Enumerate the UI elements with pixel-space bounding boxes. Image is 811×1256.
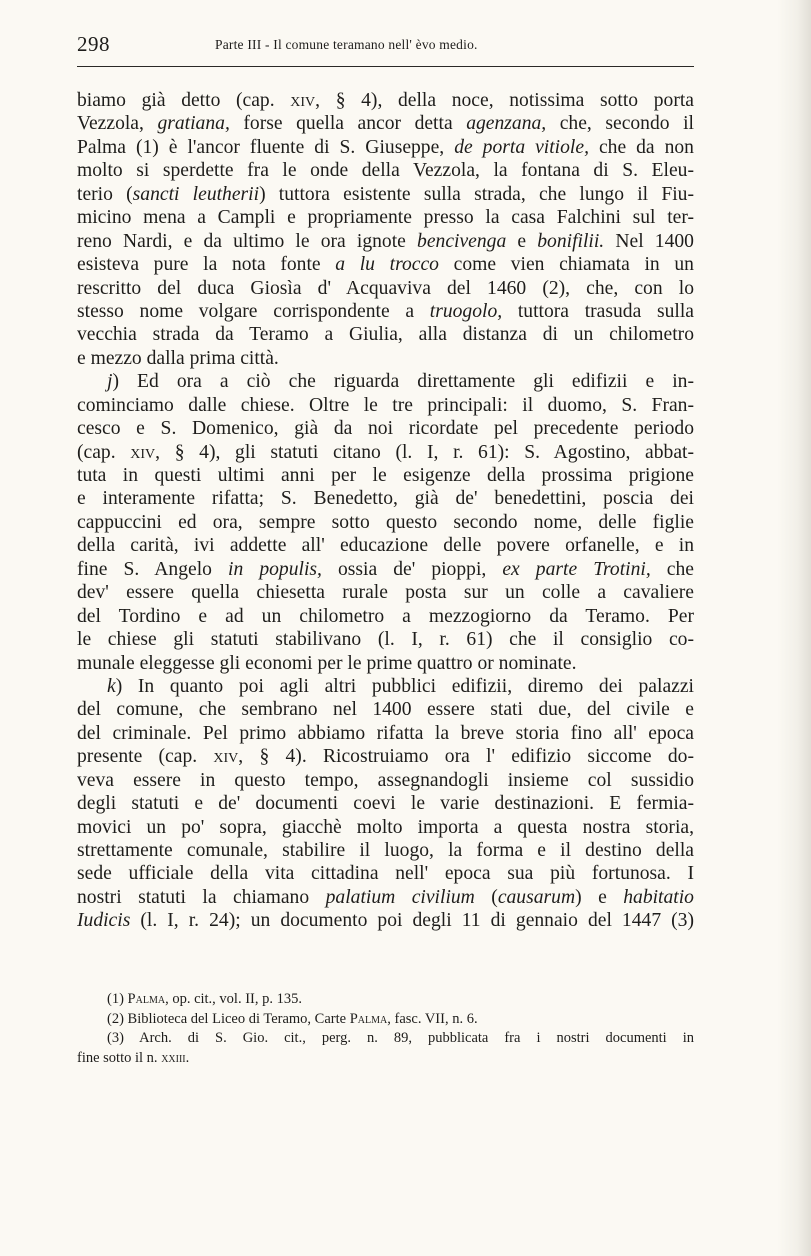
text-line (77, 487, 694, 510)
text-run: Nel 1400 (604, 230, 694, 252)
text-run: cesco e S. Domenico, già da noi ricordate pel precedente periodo (77, 418, 694, 440)
text-run: del criminale. Pel primo abbiamo rifatta la breve storia fino all' epoca (77, 722, 694, 744)
italic-text: ex parte Trotini, (502, 558, 651, 580)
text-line (77, 581, 694, 604)
text-run: fine sotto il n. (77, 1049, 162, 1066)
text-run: , § 4), gli statuti citano (l. I, r. 61): S. Agostino, abbat- (155, 441, 694, 463)
text-run: ossia de' pioppi, (321, 558, 503, 580)
italic-text: k (107, 675, 116, 697)
text-run: strettamente comunale, stabilire il luogo, la forma e il destino della (77, 840, 694, 861)
text-run: , op. cit., vol. II, p. 135. (165, 991, 302, 1007)
text-run: degli statuti e de' documenti coevi le varie destinazioni. E fermia- (77, 793, 694, 815)
small-caps-text: xiv (213, 746, 239, 768)
italic-text: sancti leutherii (132, 183, 260, 205)
italic-text: bonifilii. (537, 230, 605, 252)
text-run: sede ufficiale della vita cittadina nell' epoca sua più fortunosa. I (77, 863, 694, 885)
text-run: dev' essere quella chiesetta rurale posta sur un colle a cavaliere (77, 582, 694, 604)
italic-text: habitatio (623, 886, 694, 908)
text-line (77, 323, 694, 346)
text-line (77, 816, 694, 839)
text-run: . (185, 1049, 190, 1066)
text-line (77, 886, 694, 909)
text-run: e (506, 230, 538, 252)
text-line (77, 183, 694, 206)
text-line (77, 839, 694, 862)
text-run: e mezzo dalla prima città. (77, 347, 279, 369)
text-run: cominciamo dalle chiese. Oltre le tre principali: il duomo, S. Fran- (77, 394, 694, 416)
text-line (77, 558, 694, 581)
running-head: Parte III - Il comune teramano nell' èvo medio. (215, 37, 478, 52)
text-line (77, 89, 694, 112)
page-header (77, 26, 694, 70)
text-run: (3) Arch. di S. Gio. cit., perg. n. 89, pubblicata fra i nostri documenti in (107, 1030, 694, 1046)
text-run: munale eleggesse gli economi per le prime quattro or nominate. (77, 652, 577, 674)
text-run: nostri statuti la chiamano (77, 886, 326, 908)
text-line (77, 605, 694, 628)
text-run: (2) Biblioteca del Liceo di Teramo, Carte (107, 1010, 350, 1027)
text-line (77, 909, 694, 932)
text-line (77, 112, 694, 135)
text-run: tuta in questi ultimi anni per le esigenze della prossima prigione (77, 465, 694, 486)
text-line (77, 253, 694, 276)
italic-text: agenzana, (466, 113, 547, 135)
text-run: ( (474, 886, 498, 908)
text-run: Vezzola, (77, 113, 158, 135)
text-run: molto si sperdette fra le onde della Vezzola, la fontana di S. Eleu- (77, 160, 694, 182)
italic-text: causarum (497, 886, 576, 908)
text-line (77, 862, 694, 885)
text-line (77, 300, 694, 323)
text-run: forse quella ancor detta (229, 113, 467, 135)
text-run: che da non (588, 136, 694, 158)
text-run: micino mena a Campli e propriamente presso la casa Falchini sul ter- (77, 207, 694, 229)
text-run: movici un po' sopra, giacchè molto importa a questa nostra storia, (77, 816, 694, 838)
text-run: del comune, che sembrano nel 1400 essere stati due, del civile e (77, 699, 694, 721)
small-caps-text: Palma (127, 991, 166, 1007)
text-run: veva essere in questo tempo, assegnandogli insieme col sussidio (77, 769, 694, 791)
text-run: vecchia strada da Teramo a Giulia, alla distanza di un chilometro (77, 324, 694, 346)
text-run: della carità, ivi addette all' educazione delle povere orfanelle, e in (77, 535, 694, 557)
text-run: presente (cap. (77, 746, 214, 768)
text-line (77, 698, 694, 721)
footnotes (77, 990, 694, 1068)
text-line (77, 675, 694, 698)
text-run: reno Nardi, e da ultimo le ora ignote (77, 230, 418, 252)
italic-text: truogolo, (429, 300, 503, 322)
text-line (77, 159, 694, 182)
footnote-line (77, 990, 694, 1010)
italic-text: palatium civilium (325, 886, 475, 908)
text-run: (l. I, r. 24); un documento poi degli 11 di gennaio del 1447 (3) (130, 910, 694, 932)
italic-text: Iudicis (77, 910, 131, 932)
small-caps-text: Palma (349, 1010, 388, 1027)
text-line (77, 370, 694, 393)
text-run: , § 4). Ricostruiamo ora l' edifizio siccome do- (238, 746, 694, 768)
text-run: tuttora trasuda sulla (502, 300, 694, 322)
text-line (77, 722, 694, 745)
text-run: ) tuttora esistente sulla strada, che lungo il Fiu- (259, 183, 694, 205)
text-run: (1) (107, 991, 128, 1007)
body-text (77, 89, 694, 933)
text-line (77, 745, 694, 768)
italic-text: de porta vitiole, (454, 136, 589, 158)
text-line (77, 347, 694, 370)
text-line (77, 230, 694, 253)
text-run: che, secondo il (546, 113, 694, 135)
footnote-line (77, 1010, 694, 1030)
italic-text: a lu trocco (335, 254, 439, 276)
text-run: cappuccini ed ora, sempre sotto questo secondo nome, delle figlie (77, 511, 694, 533)
small-caps-text: xiv (130, 441, 156, 463)
text-run: del Tordino e ad un chilometro a mezzogiorno da Teramo. Per (77, 605, 694, 627)
text-run: fine S. Angelo (77, 558, 229, 580)
italic-text: in populis, (228, 558, 322, 580)
text-run: terio ( (77, 183, 133, 205)
text-run: e interamente rifatta; S. Benedetto, già de' benedettini, poscia dei (77, 488, 694, 510)
italic-text: gratiana, (157, 113, 230, 135)
text-run: che (650, 558, 694, 580)
italic-text: j (107, 371, 113, 393)
text-line (77, 394, 694, 417)
text-line (77, 792, 694, 815)
text-line (77, 277, 694, 300)
footnote-line (77, 1029, 694, 1049)
text-line (77, 511, 694, 534)
text-line (77, 628, 694, 651)
text-run: stesso nome volgare corrispondente a (77, 300, 430, 322)
page-number: 298 (77, 32, 110, 56)
text-run: esisteva pure la nota fonte (77, 254, 336, 276)
text-run: ) e (575, 886, 624, 908)
small-caps-text: xxiii (161, 1049, 186, 1066)
text-run: (cap. (77, 441, 131, 463)
italic-text: bencivenga (417, 230, 507, 252)
text-run: rescritto del duca Giosìa d' Acquaviva del 1460 (2), che, con lo (77, 277, 694, 299)
text-line (77, 652, 694, 675)
text-run: come vien chiamata in un (438, 254, 694, 276)
text-run: , fasc. VII, n. 6. (387, 1010, 478, 1027)
text-line (77, 534, 694, 557)
text-line (77, 206, 694, 229)
text-run: , § 4), della noce, notissima sotto porta (315, 90, 694, 111)
small-caps-text: xiv (290, 90, 316, 111)
page-edge-shadow (777, 0, 811, 1256)
text-run: Palma (1) è l'ancor fluente di S. Giuseppe, (77, 136, 455, 158)
text-run: ) Ed ora a ciò che riguarda direttamente gli edifizii e in- (112, 371, 694, 393)
text-line (77, 417, 694, 440)
text-line (77, 464, 694, 487)
text-line (77, 769, 694, 792)
text-run: biamo già detto (cap. (77, 90, 291, 111)
text-run: le chiese gli statuti stabilivano (l. I, r. 61) che il consiglio co- (77, 629, 694, 651)
header-rule (77, 66, 694, 67)
text-line (77, 441, 694, 464)
text-line (77, 136, 694, 159)
footnote-line (77, 1049, 694, 1069)
text-run: ) In quanto poi agli altri pubblici edifizii, diremo dei palazzi (115, 675, 694, 697)
